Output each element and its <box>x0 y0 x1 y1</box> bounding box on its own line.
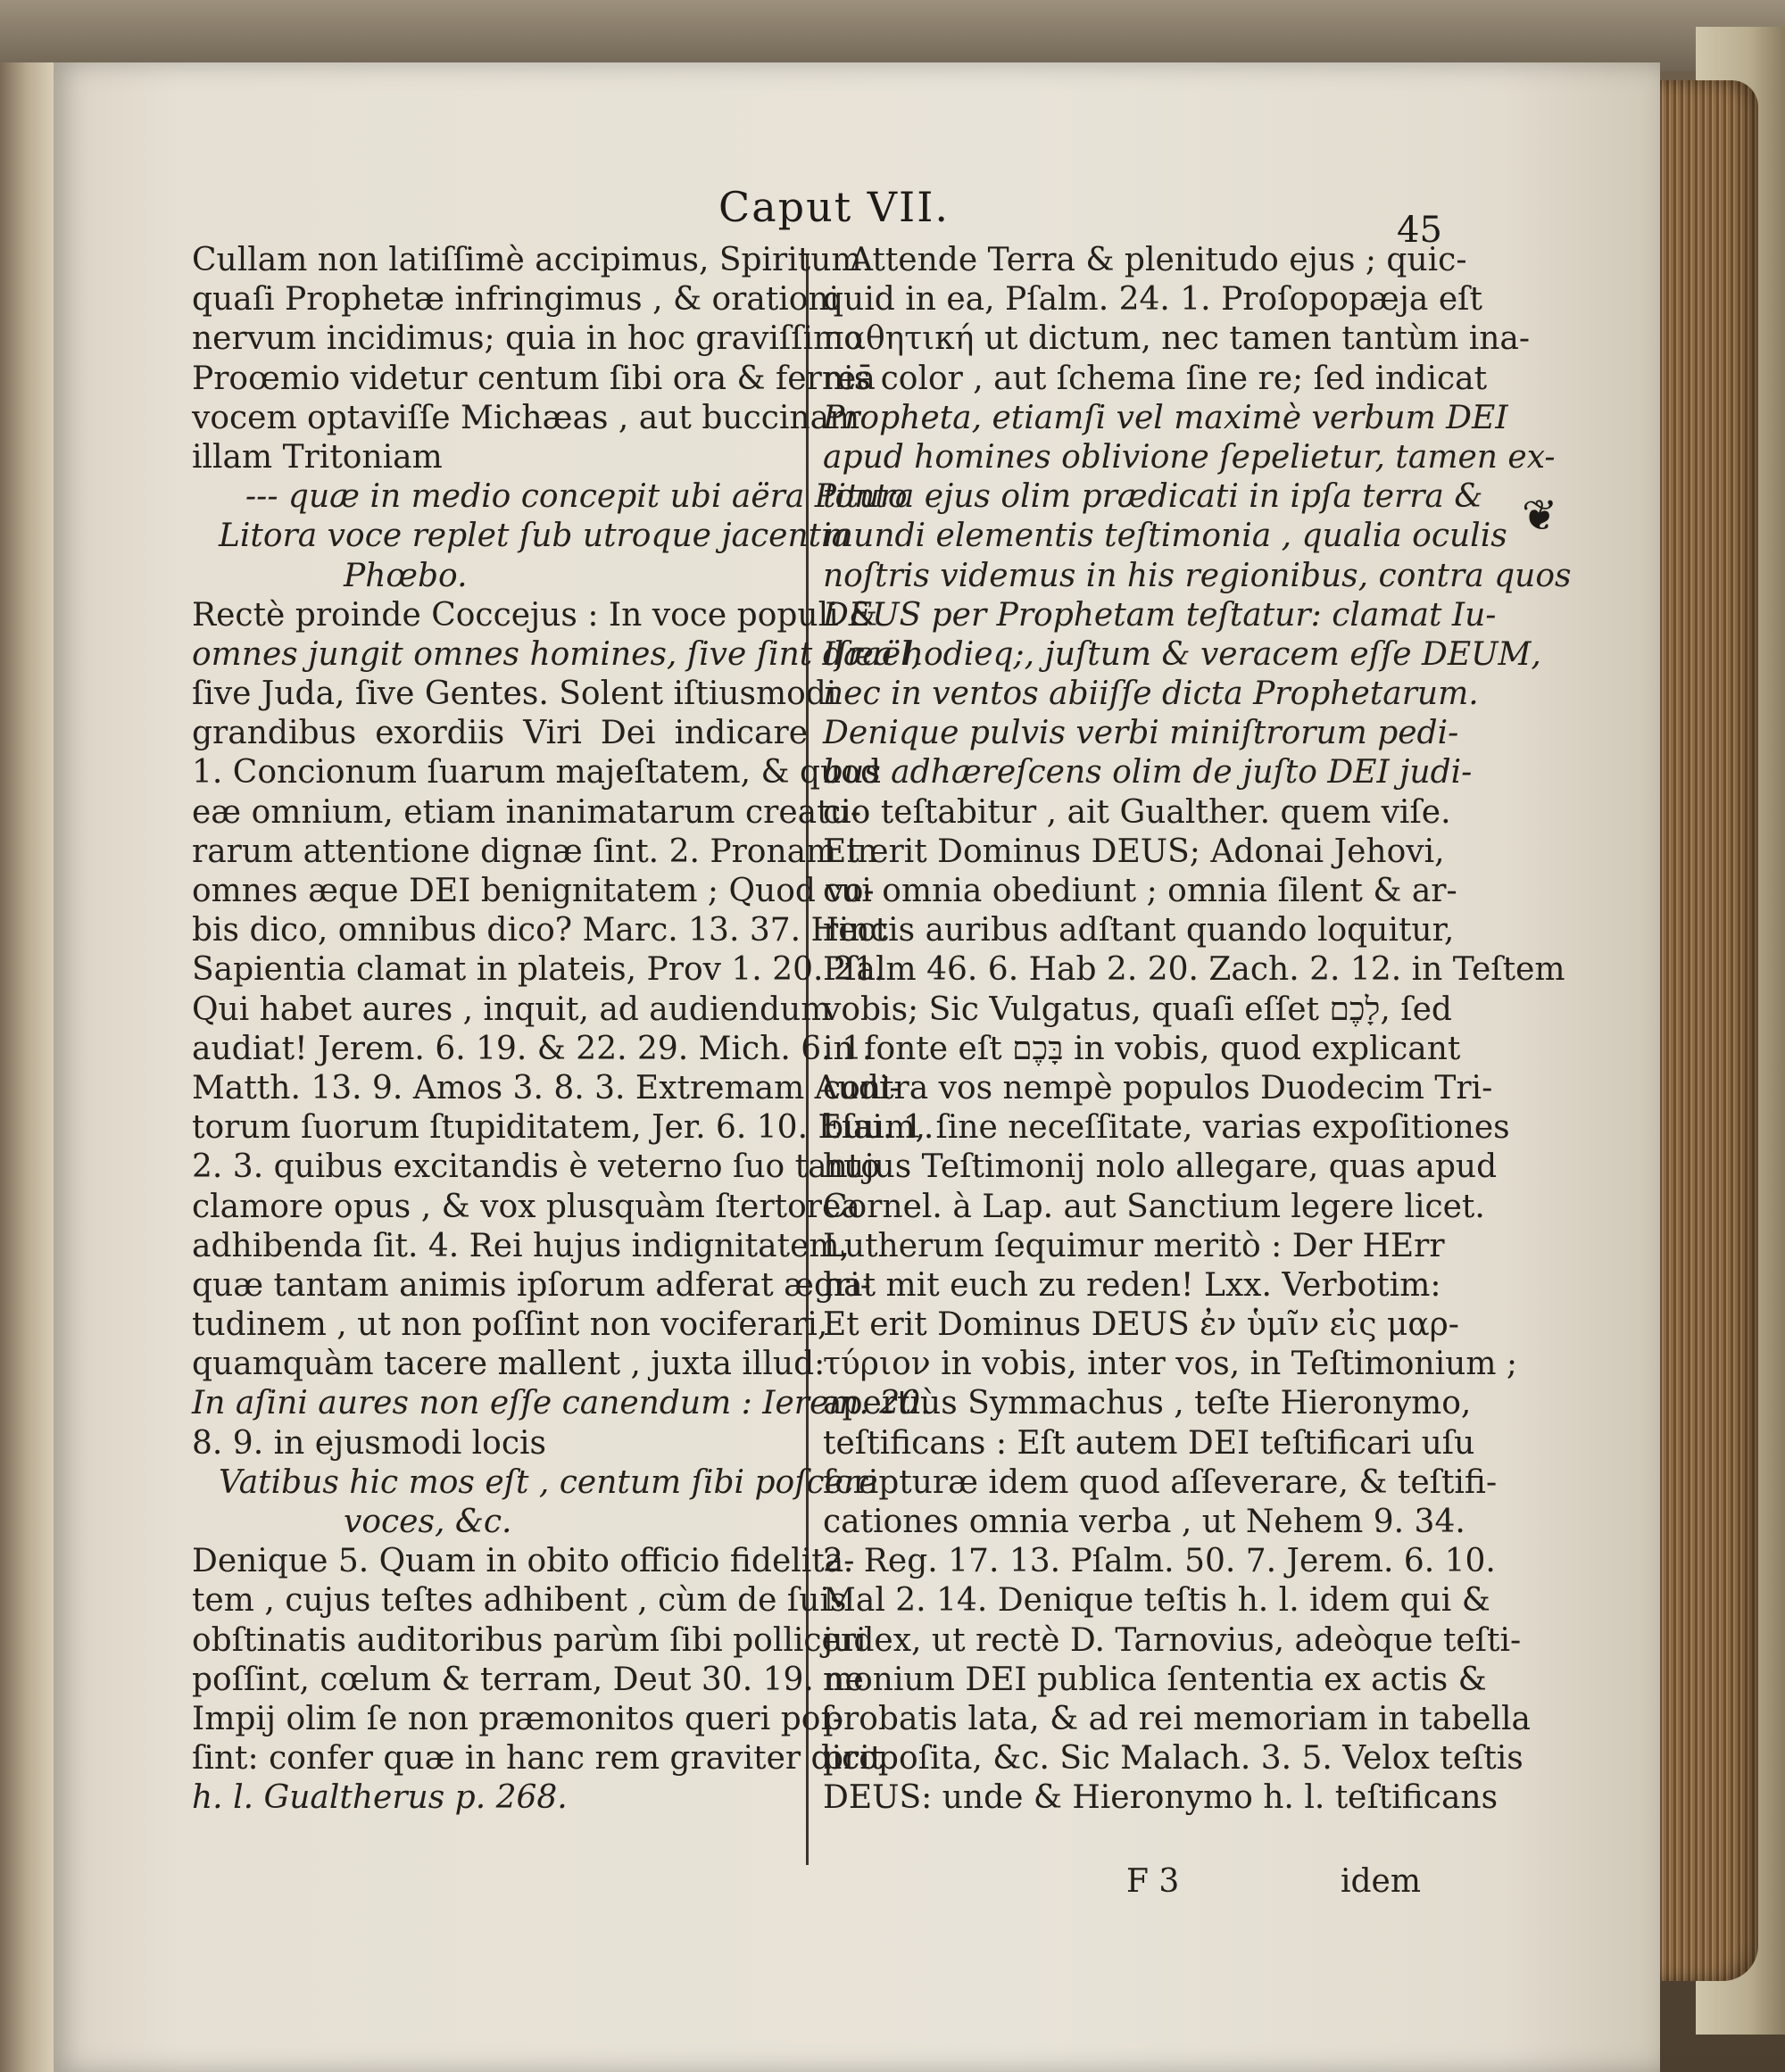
text-line: 2. Reg. 17. 13. Pſalm. 50. 7. Jerem. 6. 10. <box>823 1543 1496 1580</box>
text-line: nervum incidimus; quia in hoc graviſſimo <box>192 320 863 358</box>
text-line: illam Tritoniam <box>192 438 443 476</box>
text-line: 2. 3. quibus excitandis è veterno ſuo tanto <box>192 1148 880 1186</box>
text-line: --- quæ in medio concepit ubi aëra Ponto <box>245 478 908 516</box>
text-line: Et erit Dominus DEUS ἐν ὑμῖν εἰς μαρ- <box>823 1306 1459 1344</box>
text-line: nec in ventos abiiſſe dicta Prophetarum. <box>823 675 1479 713</box>
text-line: Pſalm 46. 6. Hab 2. 20. Zach. 2. 12. in Teſtem <box>823 951 1565 989</box>
text-line: 1. Concionum ſuarum majeſtatem, & quod <box>192 754 881 792</box>
text-line: Cornel. à Lap. aut Sanctium legere licet. <box>823 1188 1485 1225</box>
text-line: Cullam non latiſſimè accipimus, Spiritum <box>192 242 862 278</box>
text-line: torum ſuorum ſtupiditatem, Jer. 6. 10. Eſai. 1. <box>192 1109 934 1147</box>
text-line: quamquàm tacere mallent , juxta illud: <box>192 1346 826 1383</box>
text-line: τύριον in vobis, inter vos, in Teſtimonium ; <box>823 1346 1518 1383</box>
text-line: Matth. 13. 9. Amos 3. 8. 3. Extremam Audi- <box>192 1069 901 1106</box>
text-line: Sapientia clamat in plateis, Prov 1. 20. 21. <box>192 951 885 989</box>
text-line: Attende Terra & plenitudo ejus ; quic- <box>850 242 1467 278</box>
text-line: apertiùs Symmachus , teſte Hieronymo, <box>823 1385 1472 1422</box>
text-line: rarum attentione dignæ ſint. 2. Pronam in <box>192 833 878 870</box>
text-line: vocem optaviſſe Michæas , aut buccinam <box>192 399 860 436</box>
text-line: Propheta, etiamſi vel maximè verbum DEI <box>823 399 1508 436</box>
text-line: dæa hodieq;, juſtum & veracem eſſe DEUM, <box>823 635 1541 673</box>
text-line: noſtris videmus in his regionibus, contra quos <box>823 557 1572 594</box>
text-line: buum, ſine neceſſitate, varias expoſitiones <box>823 1109 1510 1147</box>
text-line: rectis auribus adſtant quando loquitur, <box>823 912 1455 949</box>
text-line: 8. 9. in ejusmodi locis <box>192 1424 547 1462</box>
text-line: Mal 2. 14. Denique teſtis h. l. idem qui & <box>823 1582 1490 1620</box>
left-column <box>192 241 934 1819</box>
text-line: titura ejus olim prædicati in ipſa terra & <box>823 478 1483 516</box>
text-line: quaſi Prophetæ infringimus , & orationi <box>192 281 840 319</box>
text-line: παθητική ut dictum, nec tamen tantùm ina- <box>823 320 1531 358</box>
text-line: apud homines oblivione ſepelietur, tamen ex- <box>823 438 1556 476</box>
text-line: audiat! Jerem. 6. 19. & 22. 29. Mich. 6. 1. <box>192 1030 873 1067</box>
text-line: tudinem , ut non poſſint non vociferari, <box>192 1306 828 1344</box>
text-line: poſſint, cœlum & terram, Deut 30. 19. ne <box>192 1661 864 1698</box>
text-line: ſive Juda, ſive Gentes. Solent iſtiusmodi <box>192 675 837 713</box>
text-line: vobis; Sic Vulgatus, quaſi eſſet לָכֶם, ſed <box>823 990 1452 1028</box>
text-line: cui omnia obediunt ; omnia ſilent & ar- <box>823 873 1457 909</box>
text-line: ſcripturæ idem quod aſſeverare, & teſtifi- <box>823 1463 1498 1501</box>
text-line: Denique 5. Quam in obito officio fidelita- <box>192 1543 855 1580</box>
text-line: In aſini aures non eſſe canendum : Ierem. 20. <box>192 1385 931 1422</box>
text-line: Et erit Dominus DEUS; Adonai Jehovi, <box>823 833 1445 870</box>
text-line: monium DEI publica ſententia ex actis & <box>823 1661 1487 1698</box>
text-line: eæ omnium, etiam inanimatarum creatu- <box>192 793 861 831</box>
text-line: Vatibus hic mos eſt , centum ſibi poſcere <box>219 1463 878 1501</box>
text-line: Qui habet aures , inquit, ad audiendum <box>192 990 832 1028</box>
text-line: cationes omnia verba , ut Nehem 9. 34. <box>823 1504 1465 1540</box>
right-column <box>823 241 1572 1819</box>
book-top-edge <box>0 0 1785 71</box>
text-line: hujus Teſtimonij nolo allegare, quas apud <box>823 1148 1498 1186</box>
text-line: bus adhæreſcens olim de juſto DEI judi- <box>823 754 1473 792</box>
text-line: DEUS: unde & Hieronymo h. l. teſtificans <box>823 1779 1499 1817</box>
text-line: Lutherum ſequimur meritò : Der HErr <box>823 1227 1445 1264</box>
text-line: hat mit euch zu reden! Lxx. Verbotim: <box>823 1266 1441 1304</box>
text-line: teſtificans : Eſt autem DEI teſtificari uſu <box>823 1424 1475 1462</box>
text-line: Litora voce replet ſub utroque jacentia <box>219 518 851 555</box>
text-line: in fonte eſt בָּכֶם in vobis, quod explicant <box>823 1030 1461 1067</box>
marginal-mark: ❦ <box>1522 491 1558 541</box>
text-line: Impij olim ſe non præmonitos queri poſ- <box>192 1700 843 1737</box>
text-line: tem , cujus teſtes adhibent , cùm de ſuis <box>192 1582 847 1620</box>
text-line: voces, &c. <box>344 1504 512 1540</box>
text-line: omnes æque DEI benignitatem ; Quod vo- <box>192 873 875 909</box>
running-header <box>0 183 1785 251</box>
text-line: omnes jungit omnes homines, ſive ſint Iſraël, <box>192 635 922 673</box>
text-line: judex, ut rectè D. Tarnovius, adeòque teſti- <box>823 1621 1522 1659</box>
page-number: 45 <box>1397 210 1442 251</box>
text-line: clamore opus , & vox plusquàm ſtertorea <box>192 1188 860 1225</box>
text-line: mundi elementis teſtimonia , qualia oculis <box>823 518 1507 555</box>
text-line: Proœmio videtur centum ſibi ora & ferreā <box>192 360 876 397</box>
text-line: Denique pulvis verbi miniſtrorum pedi- <box>823 715 1459 752</box>
text-line: ſint: confer quæ in hanc rem graviter dicit <box>192 1740 884 1778</box>
text-line: probatis lata, & ad rei memoriam in tabella <box>823 1700 1531 1737</box>
text-line: cio teſtabitur , ait Gualther. quem viſe. <box>823 793 1451 831</box>
text-line: grandibus exordiis Viri Dei indicare <box>192 715 808 752</box>
text-line: quæ tantam animis ipſorum adferat ægri- <box>192 1266 871 1304</box>
text-line: Phœbo. <box>344 557 468 594</box>
text-line: Rectè proinde Coccejus : In voce populi & <box>192 596 878 634</box>
text-line: h. l. Gualtherus p. 268. <box>192 1779 568 1817</box>
text-line: adhibenda ſit. 4. Rei hujus indignitatem, <box>192 1227 850 1264</box>
text-line: propoſita, &c. Sic Malach. 3. 5. Velox teſtis <box>823 1740 1523 1778</box>
signature-mark: F 3 <box>1126 1863 1180 1900</box>
text-line: obſtinatis auditoribus parùm ſibi polliceri <box>192 1621 867 1659</box>
text-line: bis dico, omnibus dico? Marc. 13. 37. Hinc <box>192 912 888 949</box>
text-line: nis color , aut ſchema ſine re; ſed indicat <box>823 360 1488 397</box>
text-line: contra vos nempè populos Duodecim Tri- <box>823 1069 1493 1106</box>
text-line: quid in ea, Pſalm. 24. 1. Proſopopæja eſt <box>823 281 1482 319</box>
catchword: idem <box>1341 1863 1421 1900</box>
text-line: DEUS per Prophetam teſtatur: clamat Iu- <box>823 596 1497 634</box>
chapter-title: Caput VII. <box>718 183 950 231</box>
